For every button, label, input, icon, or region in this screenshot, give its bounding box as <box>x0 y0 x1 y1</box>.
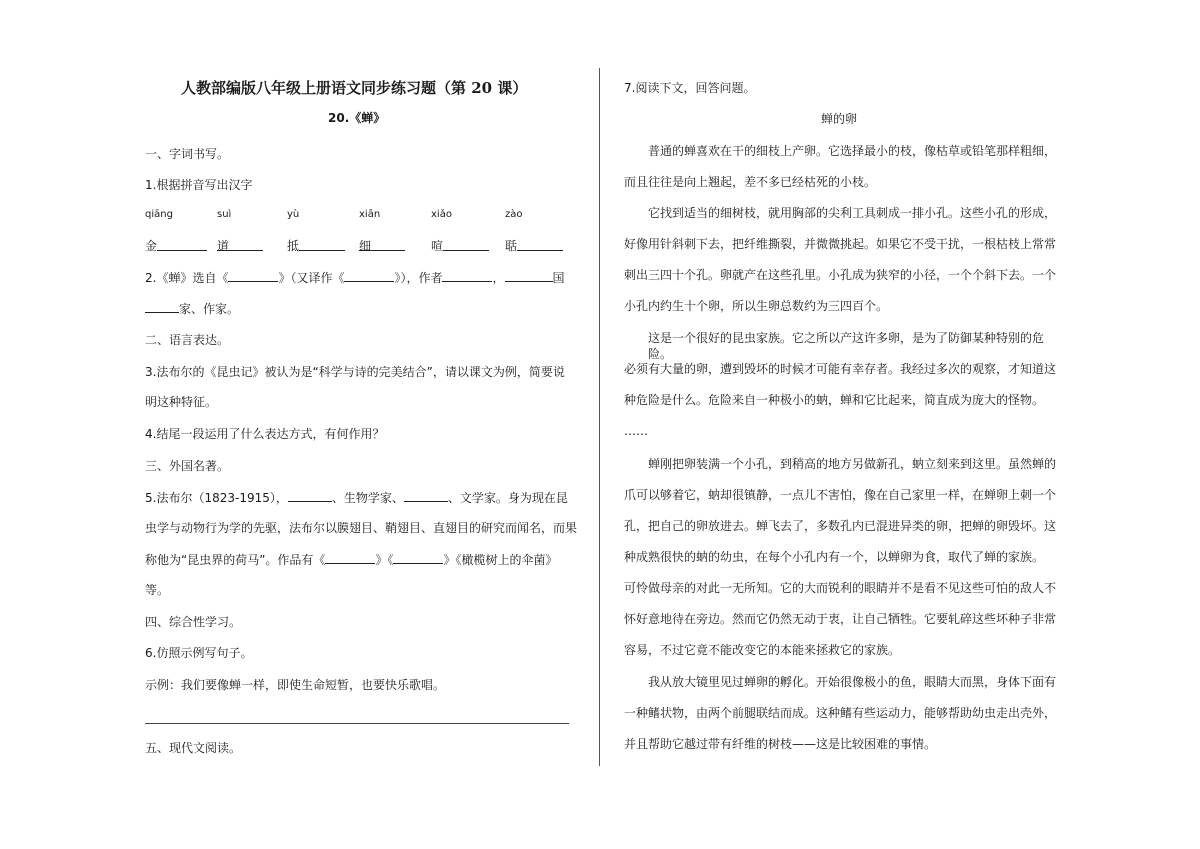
passage-line-2: 而且往往是向上翘起，差不多已经枯死的小枝。 <box>624 175 877 189</box>
passage-line-4: 好像用针斜刺下去，把纤维撕裂，并微微挑起。如果它不受干扰，一根枯枝上常常 <box>624 237 1057 251</box>
word-prefix-3: 抵 <box>287 239 300 253</box>
passage-line-15: 怀好意地待在旁边。然而它仍然无动于衷，让自己牺牲。它要轧碎这些坏种子非常 <box>624 612 1057 626</box>
answer-blank[interactable] <box>228 269 278 282</box>
pinyin-4: xiān <box>359 209 381 220</box>
answer-blank[interactable] <box>505 269 553 282</box>
answer-blank[interactable] <box>359 238 405 251</box>
word-suffix-4: 细 <box>359 239 372 253</box>
word-prefix-6: 聒 <box>505 239 518 253</box>
example-sentence: 示例：我们要像蝉一样，即使生命短暂，也要快乐歌唱。 <box>145 678 446 692</box>
word-item-2 <box>217 238 229 254</box>
q2-text-b: 》（又译作《 <box>278 271 345 285</box>
question-3-line-1: 3.法布尔的《昆虫记》被认为是“科学与诗的完美结合”，请以课文为例，简要说 <box>145 365 565 379</box>
column-divider <box>599 68 600 766</box>
passage-line-17: 我从放大镜里见过蝉卵的孵化。开始很像极小的鱼，眼睛大而黑，身体下面有 <box>648 675 1057 689</box>
answer-blank[interactable] <box>325 551 375 564</box>
lesson-subtitle: 20.《蝉》 <box>328 111 386 125</box>
passage-line-1: 普通的蝉喜欢在干的细枝上产卵。它选择最小的枝，像枯草或铅笔那样粗细， <box>648 144 1057 158</box>
q2-text-c: 》），作者 <box>394 271 443 285</box>
passage-line-5: 刺出三四十个孔。卵就产在这些孔里。小孔成为狭窄的小径，一个个斜下去。一个 <box>624 268 1057 282</box>
q5-text-line3-a: 称他为“昆虫界的荷马”。作品有《 <box>145 553 326 567</box>
passage-ellipsis: …… <box>624 424 648 438</box>
passage-line-8: 必须有大量的卵，遭到毁坏的时候才可能有幸存者。我经过多次的观察，才知道这 <box>624 362 1057 376</box>
passage-line-11: 爪可以够着它，蚋却很镇静，一点儿不害怕，像在自己家里一样，在蝉卵上刺一个 <box>624 488 1057 502</box>
word-prefix-5: 喧 <box>431 239 444 253</box>
question-5-line-1 <box>145 489 568 506</box>
pinyin-6: zào <box>505 209 523 220</box>
q5-text-a: 5.法布尔（1823-1915）， <box>145 491 288 505</box>
answer-blank[interactable] <box>145 300 179 313</box>
answer-blank[interactable] <box>157 238 207 251</box>
q2-text-f: 家、作家。 <box>179 302 240 316</box>
q2-text-d: ， <box>492 271 505 285</box>
q5-text-c: 、文学家。身为现在昆 <box>447 491 568 505</box>
question-1: 1.根据拼音写出汉字 <box>145 178 253 192</box>
question-5-line-3 <box>145 551 557 568</box>
answer-blank[interactable] <box>393 551 443 564</box>
question-7: 7.阅读下文，回答问题。 <box>624 81 756 95</box>
pinyin-1: qiāng <box>145 209 173 220</box>
word-item-1 <box>145 238 157 254</box>
pinyin-2: suì <box>217 209 232 220</box>
question-2-line-2 <box>145 300 239 317</box>
word-item-6 <box>505 238 517 254</box>
word-item-4 <box>359 238 371 254</box>
section-heading-reading: 五、现代文阅读。 <box>145 741 242 755</box>
question-2-line-1 <box>145 269 565 286</box>
passage-line-3: 它找到适当的细树枝，就用胸部的尖利工具刺成一排小孔。这些小孔的形成， <box>648 206 1057 220</box>
answer-blank[interactable] <box>217 238 263 251</box>
word-suffix-2: 道 <box>217 239 230 253</box>
q5-text-line3-b: 》《 <box>375 553 394 567</box>
section-heading-classics: 三、外国名著。 <box>145 459 230 473</box>
word-prefix-1: 金 <box>145 239 158 253</box>
answer-blank[interactable] <box>442 269 492 282</box>
passage-line-9: 种危险是什么。危险来自一种极小的蚋，蝉和它比起来，简直成为庞大的怪物。 <box>624 393 1045 407</box>
answer-blank[interactable] <box>288 489 332 502</box>
question-6: 6.仿照示例写句子。 <box>145 646 253 660</box>
passage-line-12: 孔，把自己的卵放进去。蝉飞去了，多数孔内已混进异类的卵，把蝉的卵毁坏。这 <box>624 519 1057 533</box>
section-heading-expression: 二、语言表达。 <box>145 333 230 347</box>
answer-blank[interactable] <box>404 489 448 502</box>
question-5-line-2: 虫学与动物行为学的先驱，法布尔以膜翅目、鞘翅目、直翅目的研究而闻名，而果 <box>145 521 578 535</box>
passage-line-13: 种成熟很快的蚋的幼虫，在每个小孔内有一个，以蝉卵为食，取代了蝉的家族。 <box>624 550 1045 564</box>
answer-blank[interactable] <box>517 238 563 251</box>
passage-line-7: 这是一个很好的昆虫家族。它之所以产这许多卵，是为了防御某种特别的危险。 <box>648 331 1045 361</box>
passage-line-6: 小孔内约生十个卵，所以生卵总数约为三四百个。 <box>624 299 889 313</box>
passage-line-10: 蝉刚把卵装满一个小孔，到稍高的地方另做新孔，蚋立刻来到这里。虽然蝉的 <box>648 457 1057 471</box>
answer-line[interactable] <box>145 723 569 724</box>
pinyin-3: yù <box>287 209 300 220</box>
pinyin-5: xiǎo <box>431 209 452 220</box>
passage-line-16: 容易，不过它竟不能改变它的本能来拯救它的家族。 <box>624 643 901 657</box>
section-heading-integrated: 四、综合性学习。 <box>145 615 242 629</box>
q2-text-e: 国 <box>552 271 565 285</box>
section-heading-vocabulary: 一、字词书写。 <box>145 147 230 161</box>
passage-title: 蝉的卵 <box>821 112 858 126</box>
passage-line-14: 可怜做母亲的对此一无所知。它的大而锐利的眼睛并不是看不见这些可怕的敌人不 <box>624 581 1057 595</box>
passage-line-19: 并且帮助它越过带有纤维的树枝——这是比较困难的事情。 <box>624 737 937 751</box>
answer-blank[interactable] <box>344 269 394 282</box>
q2-text-a: 2.《蝉》选自《 <box>145 271 229 285</box>
question-5-line-4: 等。 <box>145 583 170 597</box>
q5-text-b: 、生物学家、 <box>331 491 404 505</box>
word-item-5 <box>431 238 443 254</box>
page-title: 人教部编版八年级上册语文同步练习题（第 20 课） <box>181 79 528 97</box>
question-3-line-2: 明这种特征。 <box>145 395 218 409</box>
passage-line-18: 一种鳍状物，由两个前腿联结而成。这种鳍有些运动力，能够帮助幼虫走出壳外， <box>624 706 1057 720</box>
q5-text-line3-c: 》《橄榄树上的伞菌》 <box>443 553 558 567</box>
word-item-3 <box>287 238 299 254</box>
question-4: 4.结尾一段运用了什么表达方式，有何作用？ <box>145 427 385 441</box>
answer-blank[interactable] <box>299 238 345 251</box>
answer-blank[interactable] <box>443 238 489 251</box>
